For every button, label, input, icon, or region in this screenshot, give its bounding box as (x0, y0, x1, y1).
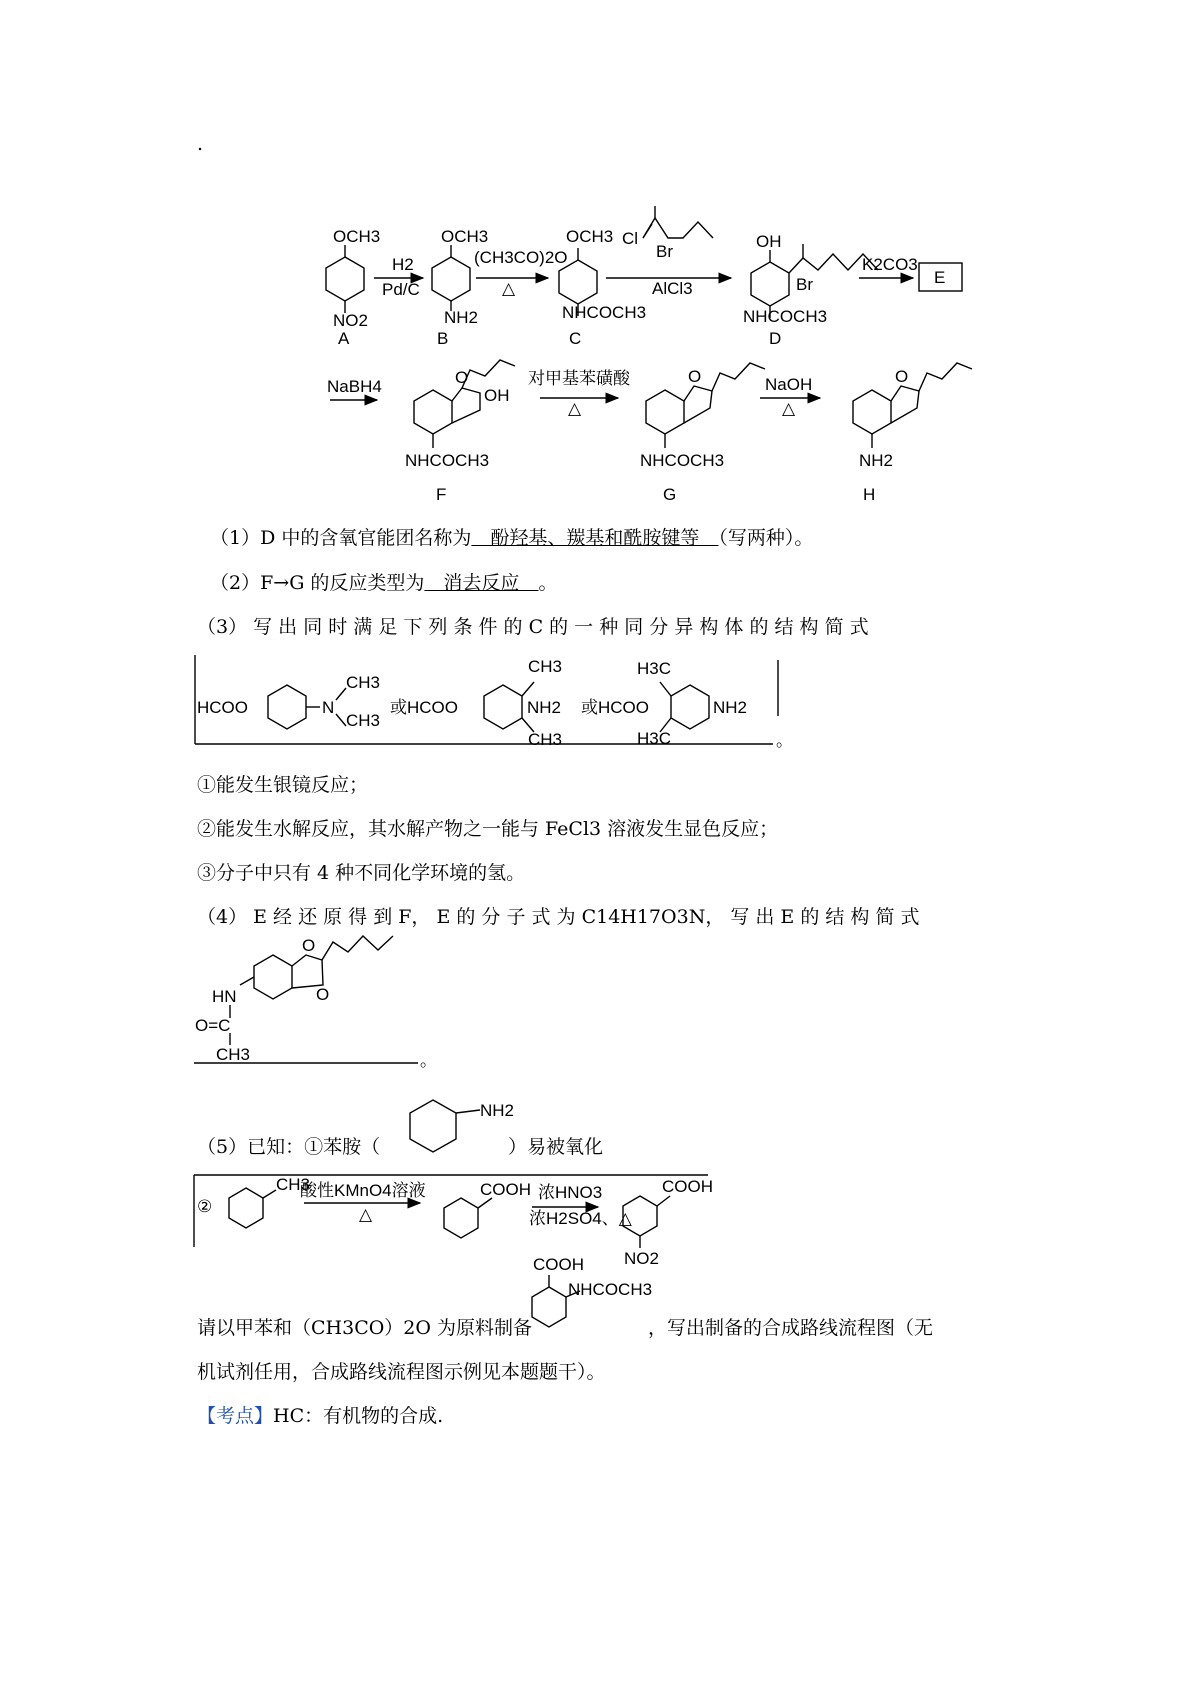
F-oh: OH (484, 386, 510, 405)
C-label: C (569, 329, 582, 348)
D-oh: OH (756, 232, 782, 251)
C-sub-top: OCH3 (566, 227, 614, 246)
F-sub: NHCOCH3 (405, 451, 490, 470)
iso3-me1: H3C (637, 659, 672, 678)
iso3-ring (671, 685, 709, 729)
q4-end: 。 (420, 1051, 437, 1070)
iso1-me1: CH3 (346, 673, 381, 692)
E-struct-amide: O=C (195, 1016, 231, 1035)
E-struct-hn: HN (212, 987, 237, 1006)
kaodian-text: HC：有机物的合成. (273, 1405, 444, 1427)
C-sub-bottom: NHCOCH3 (562, 303, 647, 322)
E-struct-o-ketone: O (316, 985, 330, 1004)
k2-step2-bottom: 浓H2SO4、△ (529, 1209, 632, 1228)
q3-stem: （3） 写 出 同 时 满 足 下 列 条 件 的 C 的 一 种 同 分 异 构 体 的 结 构 简 式 (197, 616, 869, 638)
q5-aniline-prefix: （5）已知：①苯胺（ (197, 1136, 381, 1158)
k2-step2-top: 浓HNO3 (538, 1183, 603, 1202)
B-label: B (437, 329, 449, 348)
q5-line2: 机试剂任用，合成路线流程图示例见本题题干）。 (197, 1361, 606, 1383)
reagent-cl: Cl (622, 229, 639, 248)
D-sub-bottom: NHCOCH3 (743, 307, 828, 326)
toluene-ring (229, 1188, 263, 1228)
target-ring (532, 1287, 566, 1327)
k2-ch3: CH3 (276, 1175, 311, 1194)
iso3-nh2: NH2 (713, 698, 748, 717)
ring-B (432, 257, 470, 301)
kaodian-tag: 【考点】 (197, 1405, 274, 1427)
F-o: O (455, 368, 469, 387)
D-br: Br (796, 275, 813, 294)
q5-line1-suffix: ，写出制备的合成路线流程图（无 (648, 1317, 934, 1339)
iso3-or: 或HCOO (581, 698, 649, 717)
q1-prefix: （1）D 中的含氧官能团名称为 (210, 527, 472, 549)
step4-top: K2CO3 (862, 255, 918, 274)
step6-top: 对甲基苯磺酸 (528, 369, 630, 388)
k2-circle: ② (197, 1197, 213, 1216)
B-sub-bottom: NH2 (444, 308, 479, 327)
E-ring (254, 955, 292, 999)
q2-answer: 消去反应 (424, 572, 539, 594)
H-sub: NH2 (859, 451, 894, 470)
benzoic-ring (444, 1198, 478, 1238)
step2-top: (CH3CO)2O (474, 248, 568, 267)
iso2-nh2: NH2 (527, 698, 562, 717)
ring-H (853, 390, 891, 434)
q1-suffix: （写两种）。 (718, 527, 814, 549)
step7-bottom: △ (782, 399, 796, 418)
iso2-me2: CH3 (528, 730, 563, 749)
iso1-hcoo: HCOO (197, 698, 248, 717)
q2-line (210, 568, 557, 595)
aniline-nh2: NH2 (480, 1101, 515, 1120)
iso1-me2: CH3 (346, 711, 381, 730)
E-box-label: E (934, 268, 946, 287)
iso1-ring (268, 685, 306, 729)
k2-cooh2: COOH (662, 1177, 713, 1196)
step1-top: H2 (392, 255, 414, 274)
step5-top: NaBH4 (327, 377, 382, 396)
A-sub-top: OCH3 (333, 227, 381, 246)
q3-cond2: ②能发生水解反应，其水解产物之一能与 FeCl3 溶液发生显色反应； (197, 818, 779, 840)
iso2-or: 或HCOO (390, 698, 458, 717)
step3-bottom: AlCl3 (652, 279, 693, 298)
ring-D (751, 262, 789, 306)
step1-bottom: Pd/C (382, 280, 420, 299)
q1-answer: 酚羟基、羰基和酰胺键等 (471, 527, 719, 549)
A-label: A (338, 329, 350, 348)
ring-A (326, 257, 364, 301)
target-nh: NHCOCH3 (568, 1280, 653, 1299)
iso2-ring (484, 685, 522, 729)
target-cooh: COOH (533, 1255, 584, 1274)
A-sub-bottom: NO2 (333, 311, 368, 330)
header-dot: . (197, 133, 204, 155)
q3-cond1: ①能发生银镜反应； (197, 774, 369, 796)
ring-G (646, 390, 684, 434)
k2-no2: NO2 (624, 1249, 659, 1268)
q3-end: 。 (776, 731, 793, 750)
iso2-me1: CH3 (528, 657, 563, 676)
B-sub-top: OCH3 (441, 227, 489, 246)
q3-cond3: ③分子中只有 4 种不同化学环境的氢。 (197, 862, 526, 884)
iso1-n: N (322, 698, 335, 717)
step7-top: NaOH (765, 375, 813, 394)
D-label: D (769, 329, 782, 348)
ring-F (414, 390, 452, 434)
reagent-br: Br (656, 242, 673, 261)
E-struct-o-ring: O (302, 936, 316, 955)
q4-stem: （4） E 经 还 原 得 到 F， E 的 分 子 式 为 C14H17O3N， 写 出 E 的 结 构 简 式 (197, 906, 920, 928)
G-label: G (663, 485, 677, 504)
H-label: H (863, 485, 876, 504)
E-struct-ch3: CH3 (216, 1045, 251, 1064)
step6-bottom: △ (568, 399, 582, 418)
F-label: F (436, 485, 447, 504)
aniline-ring (410, 1100, 456, 1152)
k2-step1-top: 酸性KMnO4溶液 (300, 1181, 426, 1200)
G-o: O (688, 367, 702, 386)
step2-bottom: △ (502, 279, 516, 298)
k2-cooh1: COOH (480, 1180, 531, 1199)
G-sub: NHCOCH3 (640, 451, 725, 470)
q2-prefix: （2）F→G 的反应类型为 (210, 572, 425, 594)
q5-aniline-suffix: ）易被氧化 (508, 1136, 604, 1158)
k2-step1-bottom: △ (359, 1205, 373, 1224)
q1-line (210, 523, 813, 550)
q5-line1-prefix: 请以甲苯和（CH3CO）2O 为原料制备 (197, 1317, 533, 1339)
q2-suffix: 。 (538, 572, 558, 594)
iso3-me2: H3C (637, 729, 672, 748)
H-o: O (895, 367, 909, 386)
kaodian-line (197, 1401, 443, 1428)
